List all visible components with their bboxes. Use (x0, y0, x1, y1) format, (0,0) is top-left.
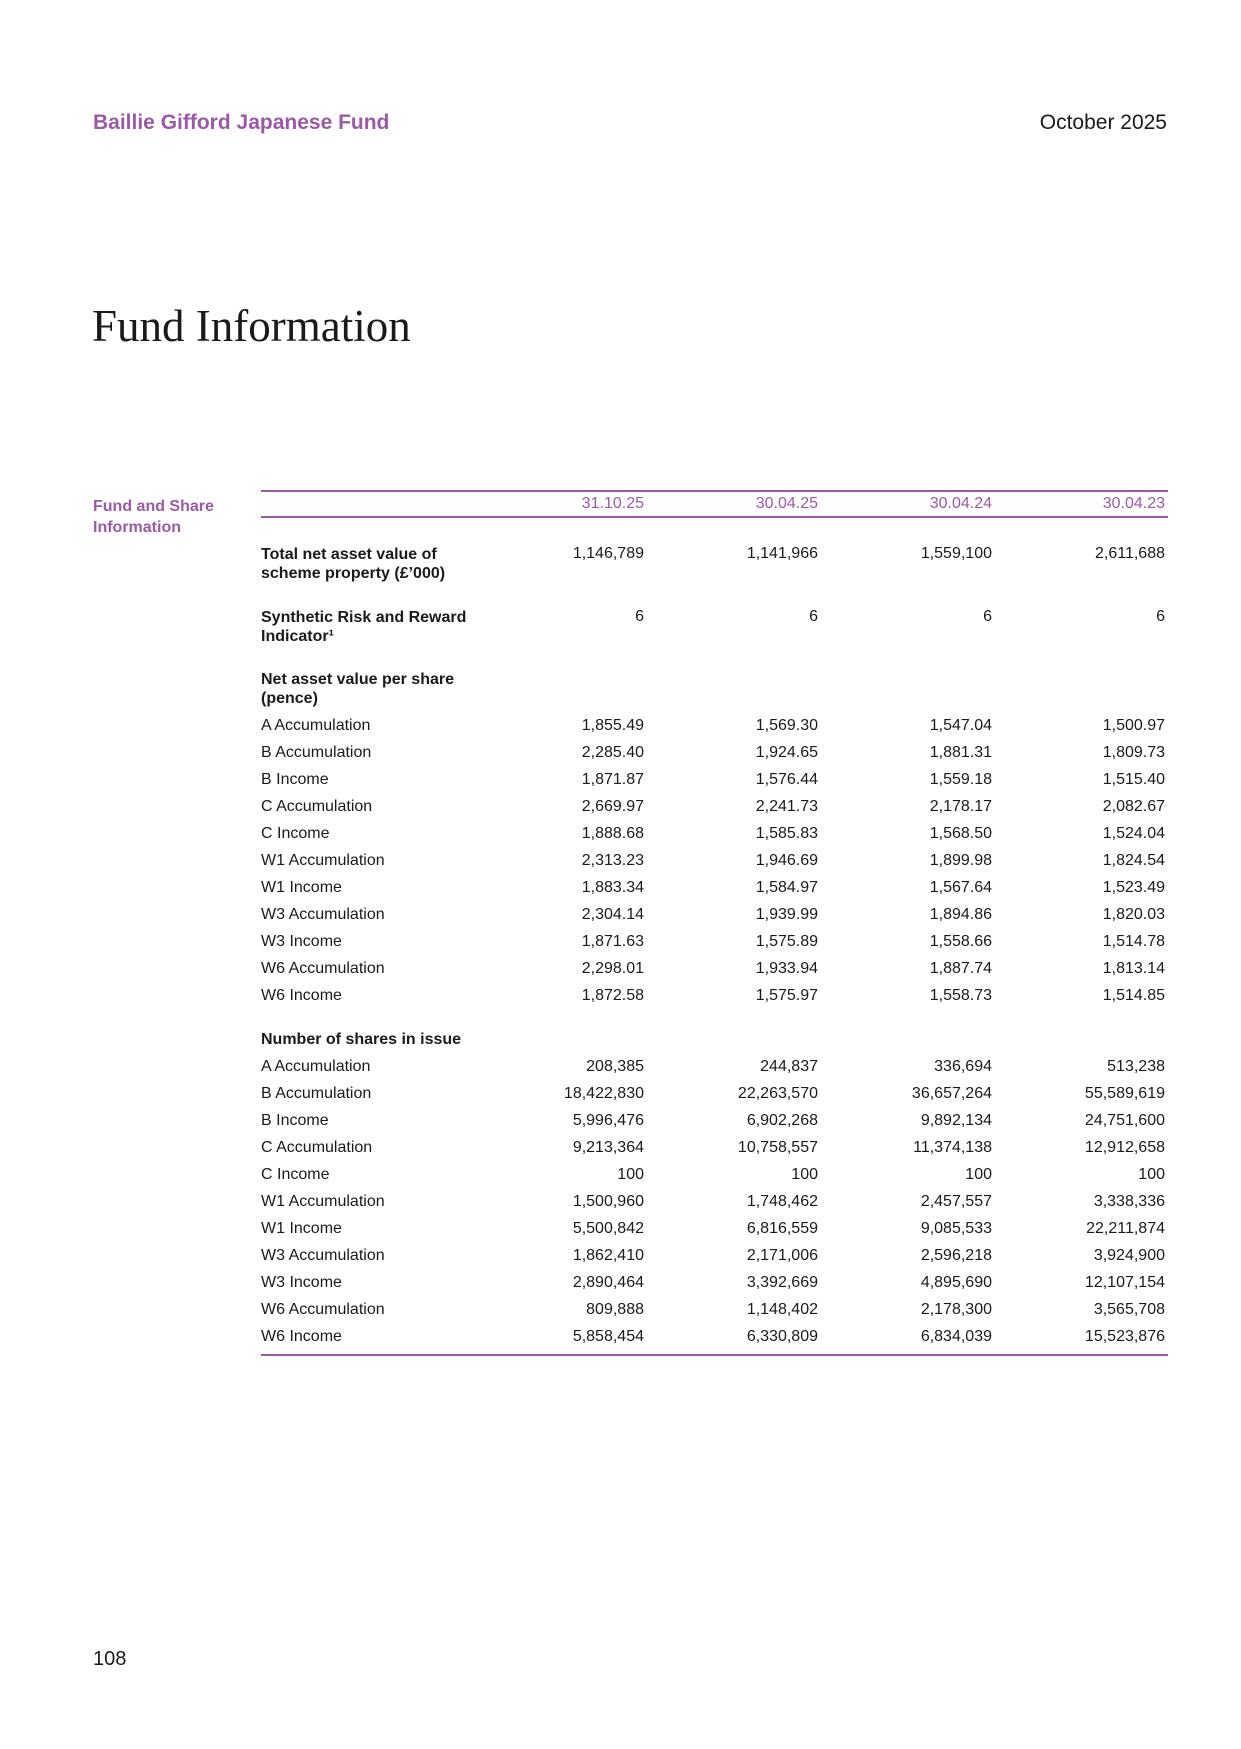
table-cell: 1,148,402 (746, 1301, 818, 1318)
table-cell: 1,899.98 (929, 852, 992, 869)
table-cell: 1,523.49 (1102, 879, 1165, 896)
table-cell: 2,596,218 (920, 1247, 992, 1264)
table-row (261, 1192, 1168, 1219)
table-cell: 18,422,830 (563, 1085, 644, 1102)
row-label: B Income (261, 771, 329, 788)
row-label: W6 Income (261, 1328, 342, 1345)
table-cell: 1,500.97 (1102, 717, 1165, 734)
section-heading: Number of shares in issue (261, 1031, 462, 1048)
table-cell: 3,924,900 (1093, 1247, 1165, 1264)
row-label: B Accumulation (261, 744, 372, 761)
table-cell: 1,855.49 (581, 717, 644, 734)
table-cell: 2,611,688 (1095, 545, 1165, 562)
row-label: W1 Income (261, 879, 342, 896)
row-label: B Income (261, 1112, 329, 1129)
table-cell: 4,895,690 (920, 1274, 992, 1291)
table-cell: 6 (983, 608, 992, 625)
table-row (261, 770, 1168, 797)
table-cell: 2,178,300 (920, 1301, 992, 1318)
table-cell: 2,304.14 (581, 906, 644, 923)
table-header-row (261, 490, 1168, 518)
table-row (261, 1057, 1168, 1084)
table-cell: 9,085,533 (920, 1220, 992, 1237)
column-header: 30.04.23 (1102, 495, 1165, 512)
table-cell: 1,567.64 (929, 879, 992, 896)
table-cell: 1,585.83 (755, 825, 818, 842)
table-cell: 1,558.66 (929, 933, 992, 950)
table-cell: 24,751,600 (1084, 1112, 1165, 1129)
report-date: October 2025 (1039, 111, 1167, 134)
table-cell: 1,887.74 (929, 960, 992, 977)
table-cell: 1,569.30 (755, 717, 818, 734)
table-row (261, 824, 1168, 851)
table-cell: 1,939.99 (755, 906, 818, 923)
table-cell: 1,575.97 (755, 987, 818, 1004)
section-heading-row (261, 1030, 1168, 1057)
table-row (261, 959, 1168, 986)
column-header: 31.10.25 (581, 495, 644, 512)
table-cell: 1,871.87 (581, 771, 644, 788)
table-cell: 1,888.68 (581, 825, 644, 842)
table-cell: 1,514.78 (1102, 933, 1165, 950)
table-row (261, 1273, 1168, 1300)
table-cell: 2,669.97 (581, 798, 644, 815)
fund-info-table (261, 490, 1168, 1356)
table-cell: 208,385 (586, 1058, 644, 1075)
row-label: W1 Accumulation (261, 1193, 385, 1210)
table-row (261, 797, 1168, 824)
table-cell: 809,888 (586, 1301, 644, 1318)
table-cell: 2,082.67 (1102, 798, 1165, 815)
row-label: C Accumulation (261, 1139, 373, 1156)
table-cell: 100 (1138, 1166, 1165, 1183)
section-heading-row (261, 670, 1168, 716)
table-cell: 2,457,557 (920, 1193, 992, 1210)
total-nav-row (261, 545, 1168, 608)
row-label: W3 Income (261, 1274, 342, 1291)
table-cell: 1,924.65 (755, 744, 818, 761)
table-cell: 1,820.03 (1102, 906, 1165, 923)
table-cell: 6,834,039 (920, 1328, 992, 1345)
row-label: W6 Accumulation (261, 1301, 385, 1318)
table-cell: 100 (617, 1166, 644, 1183)
table-cell: 36,657,264 (911, 1085, 992, 1102)
row-label: A Accumulation (261, 717, 371, 734)
table-row (261, 1138, 1168, 1165)
table-cell: 9,892,134 (920, 1112, 992, 1129)
row-label: C Income (261, 1166, 330, 1183)
table-cell: 2,298.01 (581, 960, 644, 977)
table-cell: 1,141,966 (746, 545, 818, 562)
table-cell: 9,213,364 (572, 1139, 644, 1156)
table-cell: 1,872.58 (581, 987, 644, 1004)
table-cell: 2,241.73 (755, 798, 818, 815)
table-cell: 100 (965, 1166, 992, 1183)
table-row (261, 1246, 1168, 1273)
table-cell: 15,523,876 (1084, 1328, 1165, 1345)
table-cell: 1,500,960 (572, 1193, 644, 1210)
table-cell: 1,559,100 (920, 545, 992, 562)
table-cell: 1,515.40 (1102, 771, 1165, 788)
table-cell: 1,514.85 (1102, 987, 1165, 1004)
table-cell: 1,894.86 (929, 906, 992, 923)
table-cell: 1,946.69 (755, 852, 818, 869)
table-cell: 6 (635, 608, 644, 625)
table-row (261, 986, 1168, 1013)
table-cell: 2,313.23 (581, 852, 644, 869)
row-label: W3 Accumulation (261, 906, 385, 923)
table-cell: 2,171,006 (746, 1247, 818, 1264)
row-label: W3 Accumulation (261, 1247, 385, 1264)
table-row (261, 1084, 1168, 1111)
page-number: 108 (93, 1648, 127, 1670)
srri-row (261, 608, 1168, 670)
table-cell: 1,547.04 (929, 717, 992, 734)
nav-per-share-rows (261, 716, 1168, 1013)
table-cell: 1,883.34 (581, 879, 644, 896)
table-bottom-rule (261, 1354, 1168, 1356)
table-cell: 5,500,842 (572, 1220, 644, 1237)
row-label: W6 Income (261, 987, 342, 1004)
table-row (261, 1300, 1168, 1327)
table-cell: 12,912,658 (1084, 1139, 1165, 1156)
table-cell: 1,584.97 (755, 879, 818, 896)
page-title: Fund Information (92, 301, 411, 351)
table-row (261, 905, 1168, 932)
section-heading: Net asset value per share (pence) (261, 671, 454, 707)
table-cell: 1,524.04 (1102, 825, 1165, 842)
table-cell: 2,285.40 (581, 744, 644, 761)
table-cell: 11,374,138 (913, 1139, 992, 1156)
table-row (261, 1111, 1168, 1138)
row-label: B Accumulation (261, 1085, 372, 1102)
table-cell: 1,881.31 (929, 744, 992, 761)
table-cell: 1,575.89 (755, 933, 818, 950)
table-row (261, 878, 1168, 905)
table-cell: 1,748,462 (746, 1193, 818, 1210)
row-label: Total net asset value of scheme property (£’000) (261, 546, 446, 582)
table-cell: 2,178.17 (929, 798, 992, 815)
table-cell: 1,871.63 (581, 933, 644, 950)
table-cell: 1,568.50 (929, 825, 992, 842)
table-cell: 3,338,336 (1093, 1193, 1165, 1210)
fund-name: Baillie Gifford Japanese Fund (93, 111, 390, 134)
row-label: C Accumulation (261, 798, 373, 815)
table-cell: 1,146,789 (572, 545, 644, 562)
row-label: Synthetic Risk and Reward Indicator¹ (261, 609, 467, 645)
table-cell: 6,816,559 (746, 1220, 818, 1237)
row-label: C Income (261, 825, 330, 842)
table-cell: 3,392,669 (746, 1274, 818, 1291)
table-cell: 1,809.73 (1102, 744, 1165, 761)
table-cell: 1,576.44 (755, 771, 818, 788)
table-row (261, 1219, 1168, 1246)
table-cell: 513,238 (1107, 1058, 1165, 1075)
table-cell: 2,890,464 (572, 1274, 644, 1291)
table-cell: 1,862,410 (572, 1247, 644, 1264)
row-label: W3 Income (261, 933, 342, 950)
table-cell: 3,565,708 (1093, 1301, 1165, 1318)
row-label: W1 Accumulation (261, 852, 385, 869)
shares-in-issue-rows (261, 1057, 1168, 1354)
table-cell: 12,107,154 (1084, 1274, 1165, 1291)
table-row (261, 716, 1168, 743)
table-cell: 100 (791, 1166, 818, 1183)
table-cell: 1,559.18 (929, 771, 992, 788)
table-row (261, 932, 1168, 959)
section-side-label: Fund and Share Information (93, 498, 214, 536)
table-cell: 22,211,874 (1086, 1220, 1165, 1237)
table-cell: 5,858,454 (572, 1328, 644, 1345)
column-header: 30.04.25 (755, 495, 818, 512)
table-cell: 5,996,476 (572, 1112, 644, 1129)
row-label: W6 Accumulation (261, 960, 385, 977)
table-cell: 6,330,809 (746, 1328, 818, 1345)
table-row (261, 1165, 1168, 1192)
table-row (261, 743, 1168, 770)
table-row (261, 851, 1168, 878)
table-cell: 1,824.54 (1102, 852, 1165, 869)
row-label: W1 Income (261, 1220, 342, 1237)
row-label: A Accumulation (261, 1058, 371, 1075)
table-cell: 55,589,619 (1084, 1085, 1165, 1102)
table-cell: 6 (809, 608, 818, 625)
table-cell: 1,933.94 (755, 960, 818, 977)
column-header: 30.04.24 (929, 495, 992, 512)
table-cell: 10,758,557 (737, 1139, 818, 1156)
table-cell: 1,558.73 (929, 987, 992, 1004)
table-cell: 336,694 (934, 1058, 992, 1075)
table-cell: 244,837 (760, 1058, 818, 1075)
table-cell: 6,902,268 (746, 1112, 818, 1129)
table-cell: 6 (1156, 608, 1165, 625)
table-cell: 1,813.14 (1102, 960, 1165, 977)
table-cell: 22,263,570 (737, 1085, 818, 1102)
table-row (261, 1327, 1168, 1354)
